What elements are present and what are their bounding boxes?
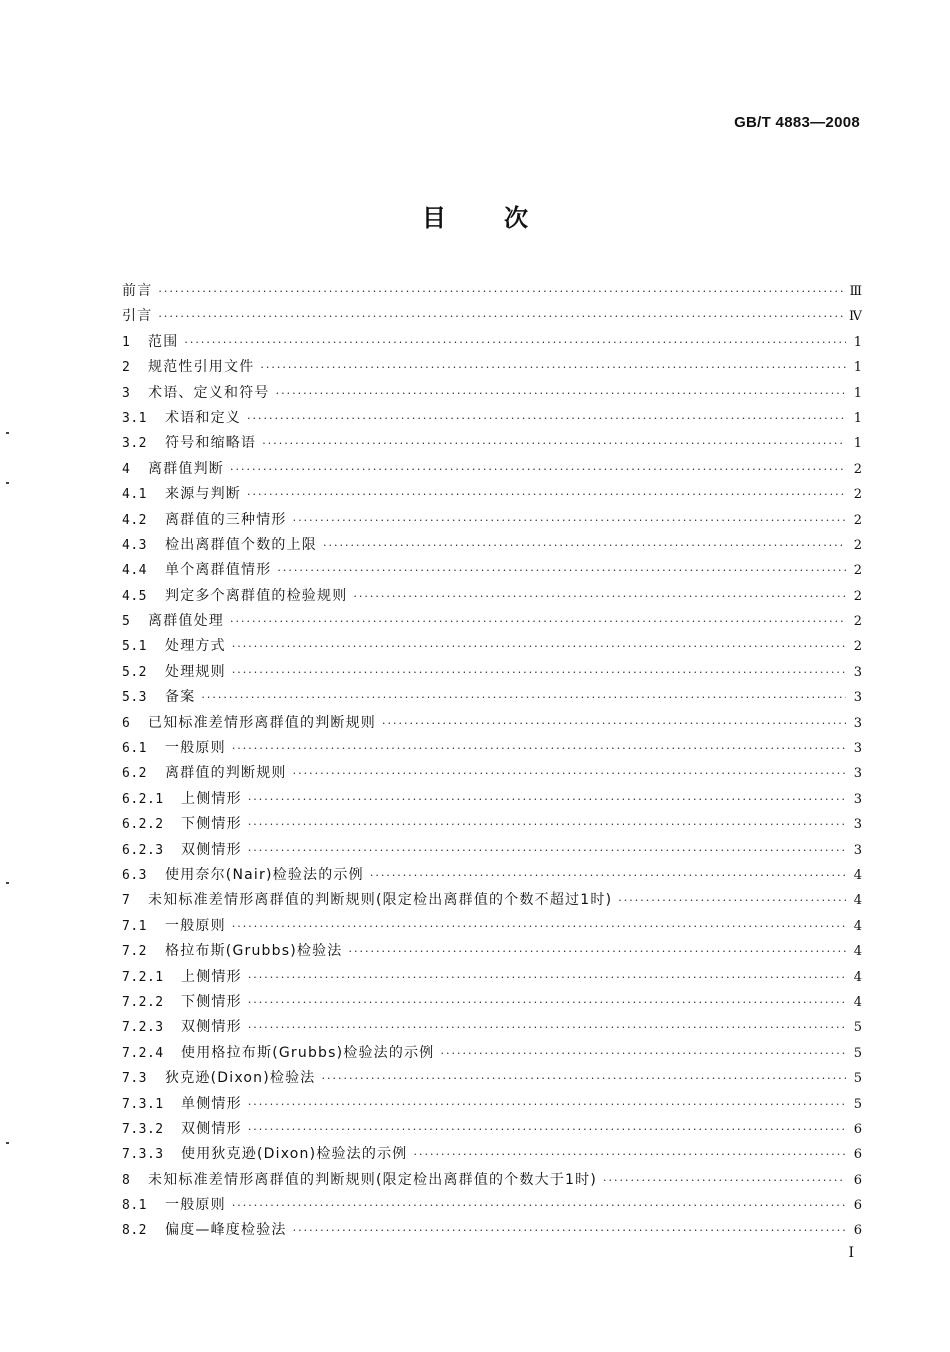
scan-speck: [6, 482, 9, 484]
toc-entry-title: 双侧情形: [181, 1120, 242, 1137]
toc-entry-page: 3: [853, 842, 862, 858]
dot-leader: [618, 888, 846, 913]
dot-leader: [201, 685, 846, 710]
toc-entry-page: 3: [853, 715, 862, 731]
toc-entry[interactable]: [122, 838, 862, 863]
dot-leader: [323, 533, 846, 558]
toc-entry-number: 7.2.2: [122, 994, 164, 1010]
toc-entry-number: 7.3.3: [122, 1147, 164, 1163]
toc-entry-number: 4.3: [122, 537, 147, 553]
dot-leader: [414, 1142, 847, 1167]
table-of-contents: [122, 279, 862, 1244]
toc-entry-page: 6: [853, 1147, 862, 1163]
toc-entry-page: 2: [853, 614, 862, 630]
dot-leader: [603, 1168, 846, 1193]
toc-entry-title: 单侧情形: [181, 1095, 242, 1112]
dot-leader: [262, 431, 846, 456]
toc-entry[interactable]: [122, 787, 862, 812]
toc-entry-number: 6.2.1: [122, 791, 164, 807]
dot-leader: [248, 1092, 846, 1117]
toc-entry-number: 5.1: [122, 639, 147, 655]
toc-entry[interactable]: [122, 304, 862, 329]
dot-leader: [232, 1193, 846, 1218]
toc-entry-title: 处理规则: [165, 663, 226, 680]
toc-entry-page: 3: [853, 791, 862, 807]
toc-entry-number: 7.3: [122, 1071, 147, 1087]
toc-entry[interactable]: [122, 914, 862, 939]
toc-entry[interactable]: [122, 558, 862, 583]
dot-leader: [248, 965, 846, 990]
dot-leader: [348, 939, 846, 964]
toc-entry-title: 规范性引用文件: [148, 359, 255, 376]
toc-entry[interactable]: [122, 812, 862, 837]
toc-entry-page: 4: [853, 944, 862, 960]
toc-entry-number: 4.1: [122, 487, 147, 503]
dot-leader: [248, 990, 846, 1015]
toc-entry-page: 4: [853, 867, 862, 883]
toc-entry-number: 7.2.3: [122, 1020, 164, 1036]
dot-leader: [232, 660, 846, 685]
toc-entry-number: 6.3: [122, 867, 147, 883]
toc-entry-number: 4.2: [122, 512, 147, 528]
toc-entry-number: 6.2.3: [122, 842, 164, 858]
dot-leader: [248, 787, 846, 812]
dot-leader: [248, 838, 846, 863]
toc-entry-title: 使用狄克逊(Dixon)检验法的示例: [181, 1146, 408, 1163]
dot-leader: [232, 914, 846, 939]
toc-entry[interactable]: [122, 508, 862, 533]
dot-leader: [276, 381, 846, 406]
toc-entry-title: 判定多个离群值的检验规则: [165, 587, 348, 604]
toc-entry-title: 引言: [122, 308, 153, 325]
toc-entry-page: 1: [853, 436, 862, 452]
toc-entry-page: 2: [853, 461, 862, 477]
toc-entry-number: 3.2: [122, 436, 147, 452]
dot-leader: [322, 1066, 847, 1091]
toc-entry-page: 6: [853, 1223, 862, 1239]
toc-entry-number: 6: [122, 715, 131, 731]
dot-leader: [248, 812, 846, 837]
toc-entry-number: 6.2.2: [122, 817, 164, 833]
toc-entry-number: 5: [122, 614, 131, 630]
toc-entry-title: 偏度—峰度检验法: [165, 1222, 287, 1239]
toc-entry-title: 使用格拉布斯(Grubbs)检验法的示例: [181, 1044, 435, 1061]
toc-entry[interactable]: [122, 533, 862, 558]
toc-entry-number: 8: [122, 1172, 131, 1188]
toc-entry-number: 8.1: [122, 1198, 147, 1214]
toc-entry[interactable]: [122, 279, 862, 304]
toc-entry-number: 5.3: [122, 690, 147, 706]
toc-entry-page: 2: [853, 487, 862, 503]
toc-entry-page: 5: [853, 1020, 862, 1036]
toc-entry[interactable]: [122, 736, 862, 761]
toc-entry-number: 5.2: [122, 664, 147, 680]
toc-entry-title: 离群值的三种情形: [165, 511, 287, 528]
toc-entry[interactable]: [122, 406, 862, 431]
dot-leader: [260, 355, 846, 380]
toc-entry-page: 1: [853, 410, 862, 426]
toc-entry[interactable]: [122, 1092, 862, 1117]
toc-entry[interactable]: [122, 1218, 862, 1243]
dot-leader: [293, 1218, 846, 1243]
toc-entry-title: 处理方式: [165, 638, 226, 655]
toc-entry-number: 7.3.1: [122, 1096, 164, 1112]
toc-entry-page: 2: [853, 639, 862, 655]
dot-leader: [248, 1015, 846, 1040]
toc-entry[interactable]: [122, 761, 862, 786]
toc-entry-page: 2: [853, 512, 862, 528]
toc-entry-number: 7.2.4: [122, 1045, 164, 1061]
toc-entry[interactable]: [122, 711, 862, 736]
toc-entry-number: 1: [122, 334, 131, 350]
dot-leader: [247, 406, 846, 431]
toc-entry-title: 双侧情形: [181, 1019, 242, 1036]
toc-entry-number: 4: [122, 461, 131, 477]
toc-entry[interactable]: [122, 1168, 862, 1193]
toc-entry-number: 2: [122, 360, 131, 376]
toc-entry-page: 3: [853, 690, 862, 706]
toc-entry-number: 3: [122, 385, 131, 401]
toc-entry[interactable]: [122, 457, 862, 482]
toc-entry-page: 1: [853, 334, 862, 350]
toc-entry-number: 7.1: [122, 918, 147, 934]
toc-entry[interactable]: [122, 863, 862, 888]
toc-entry[interactable]: [122, 1041, 862, 1066]
toc-entry-number: 7: [122, 893, 131, 909]
toc-entry[interactable]: [122, 660, 862, 685]
toc-entry[interactable]: [122, 685, 862, 710]
toc-entry[interactable]: [122, 1066, 862, 1091]
toc-entry-number: 4.4: [122, 563, 147, 579]
toc-entry-number: 6.1: [122, 741, 147, 757]
toc-entry-title: 双侧情形: [181, 841, 242, 858]
toc-entry-title: 离群值判断: [148, 460, 224, 477]
toc-entry-title: 备案: [165, 689, 196, 706]
toc-entry-title: 单个离群值情形: [165, 562, 272, 579]
toc-entry[interactable]: [122, 1142, 862, 1167]
toc-entry-number: 7.2.1: [122, 969, 164, 985]
dot-leader: [230, 457, 846, 482]
dot-leader: [353, 584, 846, 609]
dot-leader: [370, 863, 846, 888]
dot-leader: [293, 761, 846, 786]
toc-entry-page: Ⅳ: [849, 309, 862, 325]
toc-entry-title: 下侧情形: [181, 816, 242, 833]
toc-entry-page: 6: [853, 1121, 862, 1137]
toc-entry-title: 来源与判断: [165, 486, 241, 503]
standard-code: GB/T 4883—2008: [734, 114, 860, 131]
toc-entry-title: 狄克逊(Dixon)检验法: [165, 1070, 316, 1087]
toc-entry[interactable]: [122, 1117, 862, 1142]
dot-leader: [247, 482, 846, 507]
toc-entry-number: 3.1: [122, 410, 147, 426]
toc-entry-page: 6: [853, 1198, 862, 1214]
toc-entry-title: 术语、定义和符号: [148, 384, 270, 401]
toc-entry[interactable]: [122, 431, 862, 456]
scan-speck: [6, 882, 9, 884]
toc-entry-title: 未知标准差情形离群值的判断规则(限定检出离群值的个数不超过1时): [148, 892, 613, 909]
dot-leader: [277, 558, 846, 583]
toc-entry-page: 4: [853, 893, 862, 909]
toc-entry-page: 3: [853, 817, 862, 833]
toc-entry-title: 一般原则: [165, 917, 226, 934]
toc-entry[interactable]: [122, 381, 862, 406]
dot-leader: [248, 1117, 846, 1142]
toc-entry[interactable]: [122, 584, 862, 609]
toc-entry-number: 4.5: [122, 588, 147, 604]
toc-entry-title: 已知标准差情形离群值的判断规则: [148, 714, 376, 731]
page-number: I: [848, 1245, 854, 1261]
toc-entry-title: 符号和缩略语: [165, 435, 257, 452]
toc-entry[interactable]: [122, 965, 862, 990]
toc-entry-page: 4: [853, 994, 862, 1010]
toc-entry-page: 2: [853, 563, 862, 579]
toc-entry-page: Ⅲ: [849, 284, 862, 299]
toc-entry-title: 格拉布斯(Grubbs)检验法: [165, 943, 343, 960]
toc-entry-title: 离群值处理: [148, 613, 224, 630]
toc-entry[interactable]: [122, 355, 862, 380]
dot-leader: [230, 609, 846, 634]
dot-leader: [232, 736, 846, 761]
toc-entry-page: 1: [853, 385, 862, 401]
toc-entry-title: 上侧情形: [181, 790, 242, 807]
toc-entry[interactable]: [122, 482, 862, 507]
toc-entry-title: 上侧情形: [181, 968, 242, 985]
toc-entry-number: 8.2: [122, 1223, 147, 1239]
toc-entry-title: 未知标准差情形离群值的判断规则(限定检出离群值的个数大于1时): [148, 1171, 598, 1188]
toc-entry-page: 2: [853, 588, 862, 604]
toc-entry-page: 2: [853, 537, 862, 553]
scan-speck: [6, 432, 9, 434]
toc-entry-page: 5: [853, 1071, 862, 1087]
toc-entry[interactable]: [122, 634, 862, 659]
toc-entry-title: 一般原则: [165, 740, 226, 757]
toc-entry-title: 检出离群值个数的上限: [165, 536, 317, 553]
toc-entry-number: 7.2: [122, 944, 147, 960]
dot-leader: [184, 330, 846, 355]
toc-entry[interactable]: [122, 990, 862, 1015]
toc-entry-number: 7.3.2: [122, 1121, 164, 1137]
dot-leader: [382, 711, 846, 736]
toc-entry-number: 6.2: [122, 766, 147, 782]
toc-entry-title: 下侧情形: [181, 993, 242, 1010]
toc-entry[interactable]: [122, 939, 862, 964]
toc-entry-page: 1: [853, 360, 862, 376]
dot-leader: [440, 1041, 846, 1066]
dot-leader: [293, 508, 846, 533]
dot-leader: [158, 279, 843, 304]
toc-entry[interactable]: [122, 330, 862, 355]
toc-entry-title: 前言: [122, 283, 153, 299]
toc-entry-page: 5: [853, 1096, 862, 1112]
toc-entry-title: 使用奈尔(Nair)检验法的示例: [165, 866, 364, 883]
toc-entry-title: 一般原则: [165, 1197, 226, 1214]
dot-leader: [232, 634, 846, 659]
toc-entry[interactable]: [122, 1015, 862, 1040]
toc-entry[interactable]: [122, 609, 862, 634]
toc-entry-page: 5: [853, 1045, 862, 1061]
toc-entry-page: 3: [853, 664, 862, 680]
toc-entry-title: 术语和定义: [165, 409, 241, 426]
page-title: 目次: [422, 204, 586, 232]
dot-leader: [158, 304, 843, 329]
toc-entry-title: 离群值的判断规则: [165, 765, 287, 782]
toc-entry[interactable]: [122, 1193, 862, 1218]
toc-entry-page: 3: [853, 766, 862, 782]
toc-entry[interactable]: [122, 888, 862, 913]
toc-entry-title: 范围: [148, 333, 179, 350]
toc-entry-page: 4: [853, 918, 862, 934]
scan-speck: [6, 1142, 9, 1144]
toc-entry-page: 6: [853, 1172, 862, 1188]
toc-entry-page: 3: [853, 741, 862, 757]
toc-entry-page: 4: [853, 969, 862, 985]
